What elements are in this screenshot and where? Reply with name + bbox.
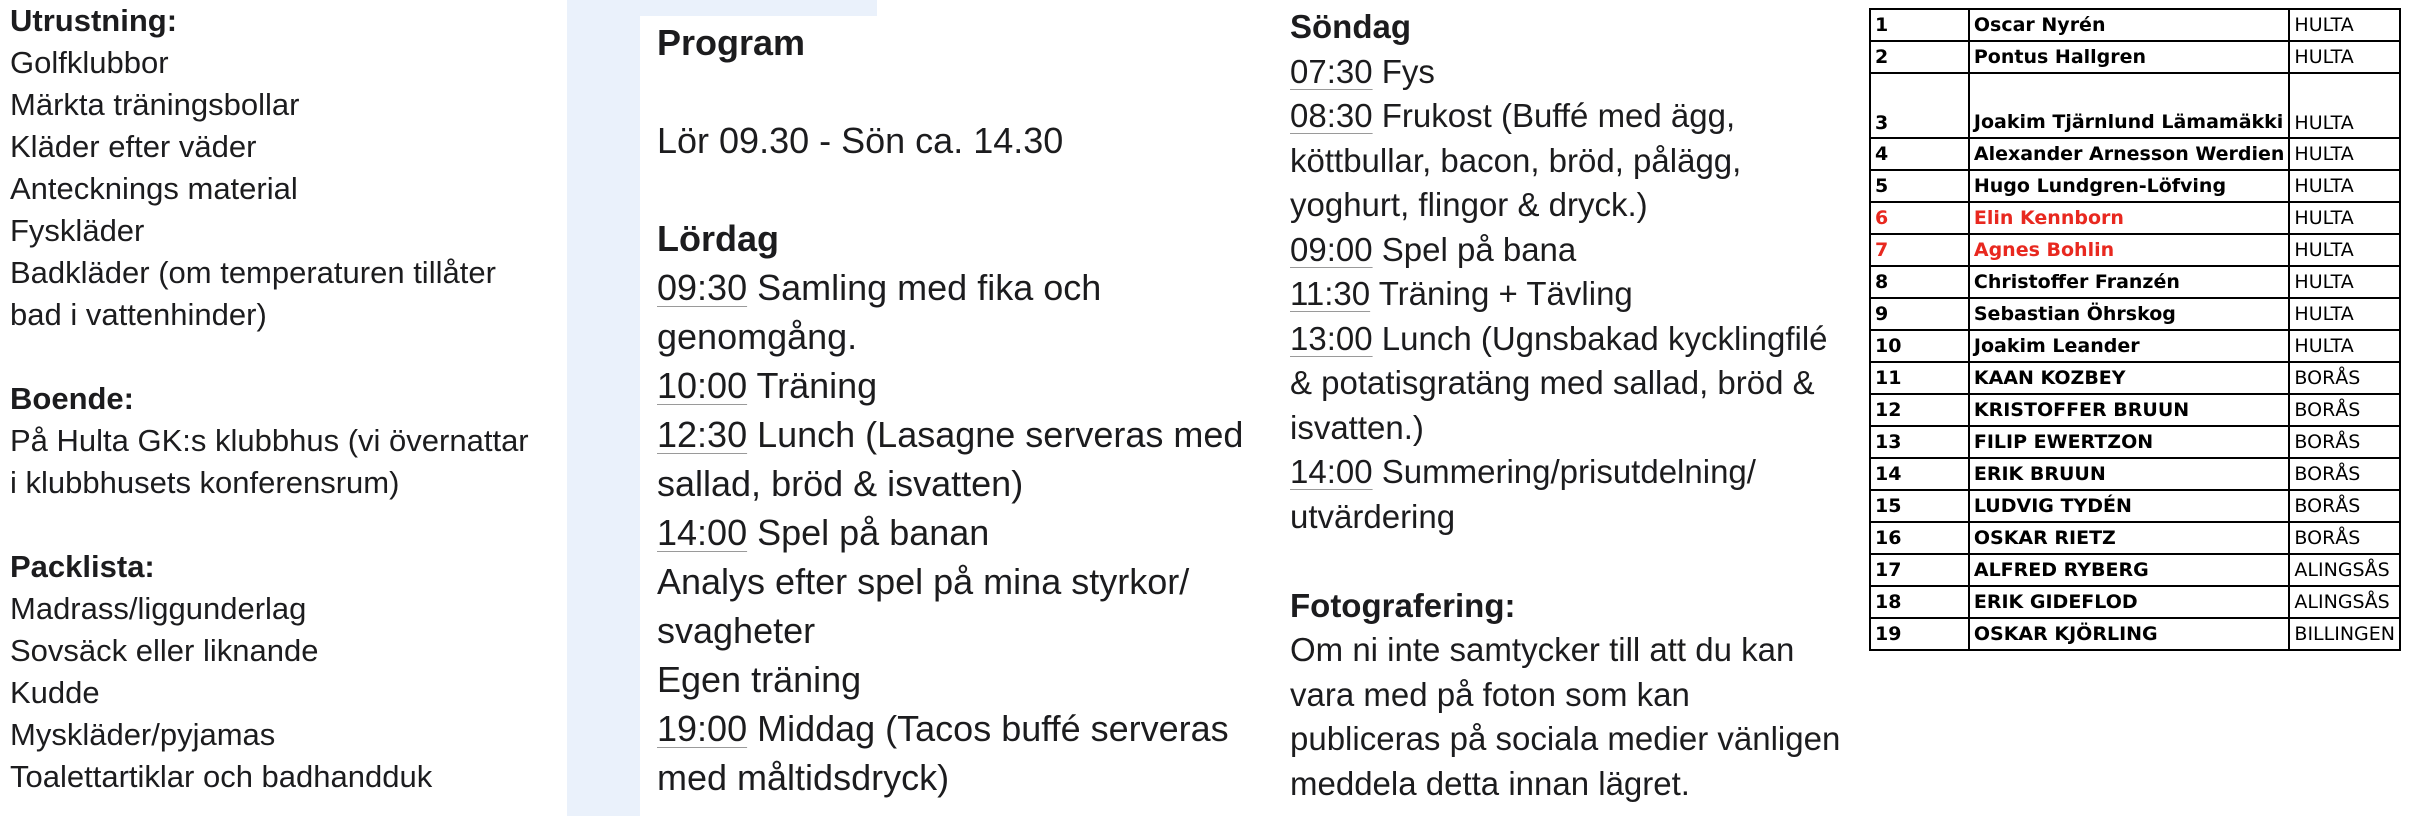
name-cell: Oscar Nyrén <box>1969 9 2290 41</box>
time-label: 11:30 <box>1290 275 1371 312</box>
accommodation-line: På Hulta GK:s klubbhus (vi övernattar <box>10 423 529 458</box>
row-number-cell: 15 <box>1870 490 1969 522</box>
entry-text: Spel på bana <box>1372 230 1577 268</box>
club-cell: BORÅS <box>2289 458 2400 490</box>
name-cell: Agnes Bohlin <box>1969 234 2290 266</box>
program-dates: Lör 09.30 - Sön ca. 14.30 <box>657 120 1064 161</box>
equipment-item: bad i vattenhinder) <box>10 297 267 332</box>
photography-line: vara med på foton som kan <box>1290 675 1690 713</box>
entry-text: Lunch (Lasagne serveras med <box>747 414 1244 455</box>
row-number-cell: 13 <box>1870 426 1969 458</box>
club-cell: HULTA <box>2289 298 2400 330</box>
time-label: 09:30 <box>657 267 748 308</box>
table-row <box>1870 202 2400 234</box>
schedule-entry <box>1290 50 1880 95</box>
packing-list-heading: Packlista: <box>10 549 155 584</box>
club-cell: HULTA <box>2289 41 2400 73</box>
photography-line: Om ni inte samtycker till att du kan <box>1290 631 1795 668</box>
packing-item: Madrass/liggunderlag <box>10 591 307 626</box>
entry-continuation: Analys efter spel på mina styrkor/ <box>657 561 1190 602</box>
entry-text: Lunch (Ugnsbakad kycklingfilé <box>1372 319 1828 357</box>
name-cell: KAAN KOZBEY <box>1969 362 2290 394</box>
saturday-heading: Lördag <box>657 218 779 259</box>
table-row <box>1870 41 2400 73</box>
club-cell: HULTA <box>2289 234 2400 266</box>
entry-text: Träning <box>747 365 878 406</box>
row-number-cell: 12 <box>1870 394 1969 426</box>
time-label: 09:00 <box>1290 230 1373 268</box>
entry-text: Fys <box>1372 52 1435 90</box>
club-cell: BORÅS <box>2289 362 2400 394</box>
sunday-heading: Söndag <box>1290 8 1411 45</box>
club-cell: BILLINGEN <box>2289 618 2400 650</box>
packing-item: Myskläder/pyjamas <box>10 717 276 752</box>
page-background-top <box>567 0 877 16</box>
club-cell: HULTA <box>2289 330 2400 362</box>
entry-continuation: utvärdering <box>1290 497 1456 535</box>
time-label: 12:30 <box>657 414 748 455</box>
packing-item: Toalettartiklar och badhandduk <box>10 759 433 794</box>
table-row <box>1870 554 2400 586</box>
photography-heading: Fotografering: <box>1290 586 1516 624</box>
entry-continuation: Egen träning <box>657 659 862 700</box>
packing-item: Sovsäck eller liknande <box>10 633 319 668</box>
name-cell: Sebastian Öhrskog <box>1969 298 2290 330</box>
club-cell: BORÅS <box>2289 394 2400 426</box>
schedule-entry <box>1290 94 1880 139</box>
row-number-cell: 17 <box>1870 554 1969 586</box>
equipment-item: Märkta träningsbollar <box>10 87 300 122</box>
row-number-cell: 10 <box>1870 330 1969 362</box>
time-label: 08:30 <box>1290 97 1373 134</box>
table-row <box>1870 490 2400 522</box>
club-cell: HULTA <box>2289 138 2400 170</box>
row-number-cell: 7 <box>1870 234 1969 266</box>
participant-table <box>1869 8 2401 651</box>
time-label: 14:00 <box>657 512 748 553</box>
name-cell: Elin Kennborn <box>1969 202 2290 234</box>
row-number-cell: 4 <box>1870 138 1969 170</box>
equipment-item: Antecknings material <box>10 171 298 206</box>
table-row <box>1870 9 2400 41</box>
time-label: 14:00 <box>1290 453 1373 490</box>
row-number-cell: 18 <box>1870 586 1969 618</box>
club-cell: ALINGSÅS <box>2289 554 2400 586</box>
club-cell: HULTA <box>2289 73 2400 138</box>
name-cell: Christoffer Franzén <box>1969 266 2290 298</box>
equipment-item: Fyskläder <box>10 213 145 248</box>
table-row <box>1870 234 2400 266</box>
info-column <box>10 0 570 798</box>
entry-text: Samling med fika och <box>747 267 1102 308</box>
name-cell: ERIK BRUUN <box>1969 458 2290 490</box>
equipment-item: Badkläder (om temperaturen tillåter <box>10 255 496 290</box>
club-cell: BORÅS <box>2289 490 2400 522</box>
page-background-band <box>567 0 640 816</box>
entry-continuation: köttbullar, bacon, bröd, pålägg, <box>1290 141 1742 179</box>
time-label: 13:00 <box>1290 319 1373 357</box>
table-row <box>1870 618 2400 650</box>
row-number-cell: 16 <box>1870 522 1969 554</box>
equipment-section <box>10 0 570 336</box>
participant-table-body <box>1870 9 2400 650</box>
equipment-heading: Utrustning: <box>10 3 178 38</box>
entry-continuation: isvatten.) <box>1290 408 1424 446</box>
name-cell: OSKAR RIETZ <box>1969 522 2290 554</box>
entry-continuation: svagheter <box>657 610 816 651</box>
entry-continuation: sallad, bröd & isvatten) <box>657 463 1024 504</box>
schedule-entry <box>657 410 1277 459</box>
time-label: 19:00 <box>657 708 748 749</box>
row-number-cell: 5 <box>1870 170 1969 202</box>
row-number-cell: 2 <box>1870 41 1969 73</box>
table-row <box>1870 138 2400 170</box>
program-title: Program <box>657 22 806 63</box>
row-number-cell: 6 <box>1870 202 1969 234</box>
accommodation-line: i klubbhusets konferensrum) <box>10 465 400 500</box>
club-cell: BORÅS <box>2289 522 2400 554</box>
sunday-column <box>1290 5 1880 806</box>
equipment-item: Golfklubbor <box>10 45 169 80</box>
table-row <box>1870 170 2400 202</box>
entry-text: Summering/prisutdelning/ <box>1372 453 1756 490</box>
table-row <box>1870 522 2400 554</box>
table-row <box>1870 73 2400 138</box>
table-row <box>1870 298 2400 330</box>
entry-text: Spel på banan <box>747 512 990 553</box>
packing-item: Kudde <box>10 675 100 710</box>
table-row <box>1870 426 2400 458</box>
equipment-item: Kläder efter väder <box>10 129 257 164</box>
name-cell: Hugo Lundgren-Löfving <box>1969 170 2290 202</box>
name-cell: LUDVIG TYDÉN <box>1969 490 2290 522</box>
club-cell: ALINGSÅS <box>2289 586 2400 618</box>
row-number-cell: 1 <box>1870 9 1969 41</box>
row-number-cell: 14 <box>1870 458 1969 490</box>
photography-line: publiceras på sociala medier vänligen <box>1290 720 1841 757</box>
name-cell: OSKAR KJÖRLING <box>1969 618 2290 650</box>
name-cell: ERIK GIDEFLOD <box>1969 586 2290 618</box>
entry-continuation: genomgång. <box>657 316 858 357</box>
schedule-entry <box>657 263 1277 312</box>
program-column <box>657 18 1277 802</box>
entry-continuation: yoghurt, flingor & dryck.) <box>1290 186 1648 223</box>
table-row <box>1870 362 2400 394</box>
club-cell: HULTA <box>2289 9 2400 41</box>
table-row <box>1870 330 2400 362</box>
name-cell: Pontus Hallgren <box>1969 41 2290 73</box>
name-cell: Alexander Arnesson Werdien <box>1969 138 2290 170</box>
name-cell: KRISTOFFER BRUUN <box>1969 394 2290 426</box>
row-number-cell: 19 <box>1870 618 1969 650</box>
table-row <box>1870 394 2400 426</box>
row-number-cell: 3 <box>1870 73 1969 138</box>
entry-text: Frukost (Buffé med ägg, <box>1372 97 1736 134</box>
row-number-cell: 11 <box>1870 362 1969 394</box>
accommodation-section <box>10 378 570 504</box>
table-row <box>1870 586 2400 618</box>
club-cell: HULTA <box>2289 170 2400 202</box>
row-number-cell: 9 <box>1870 298 1969 330</box>
name-cell: Joakim Leander <box>1969 330 2290 362</box>
entry-continuation: med måltidsdryck) <box>657 757 950 798</box>
row-number-cell: 8 <box>1870 266 1969 298</box>
club-cell: HULTA <box>2289 202 2400 234</box>
table-row <box>1870 266 2400 298</box>
club-cell: BORÅS <box>2289 426 2400 458</box>
photography-line: meddela detta innan lägret. <box>1290 764 1690 802</box>
packing-list-section <box>10 546 570 798</box>
schedule-entry <box>657 508 1277 557</box>
entry-text: Middag (Tacos buffé serveras <box>747 708 1229 749</box>
accommodation-heading: Boende: <box>10 381 134 416</box>
entry-continuation: & potatisgratäng med sallad, bröd & <box>1290 364 1815 401</box>
table-row <box>1870 458 2400 490</box>
schedule-entry <box>1290 450 1880 495</box>
name-cell: ALFRED RYBERG <box>1969 554 2290 586</box>
schedule-entry <box>1290 272 1880 317</box>
name-cell: Joakim Tjärnlund Lämamäkki <box>1969 73 2290 138</box>
schedule-entry <box>657 704 1277 753</box>
club-cell: HULTA <box>2289 266 2400 298</box>
schedule-entry <box>657 361 1277 410</box>
name-cell: FILIP EWERTZON <box>1969 426 2290 458</box>
entry-text: Träning + Tävling <box>1370 275 1633 312</box>
time-label: 07:30 <box>1290 52 1373 90</box>
schedule-entry <box>1290 317 1880 362</box>
schedule-entry <box>1290 228 1880 273</box>
time-label: 10:00 <box>657 365 748 406</box>
